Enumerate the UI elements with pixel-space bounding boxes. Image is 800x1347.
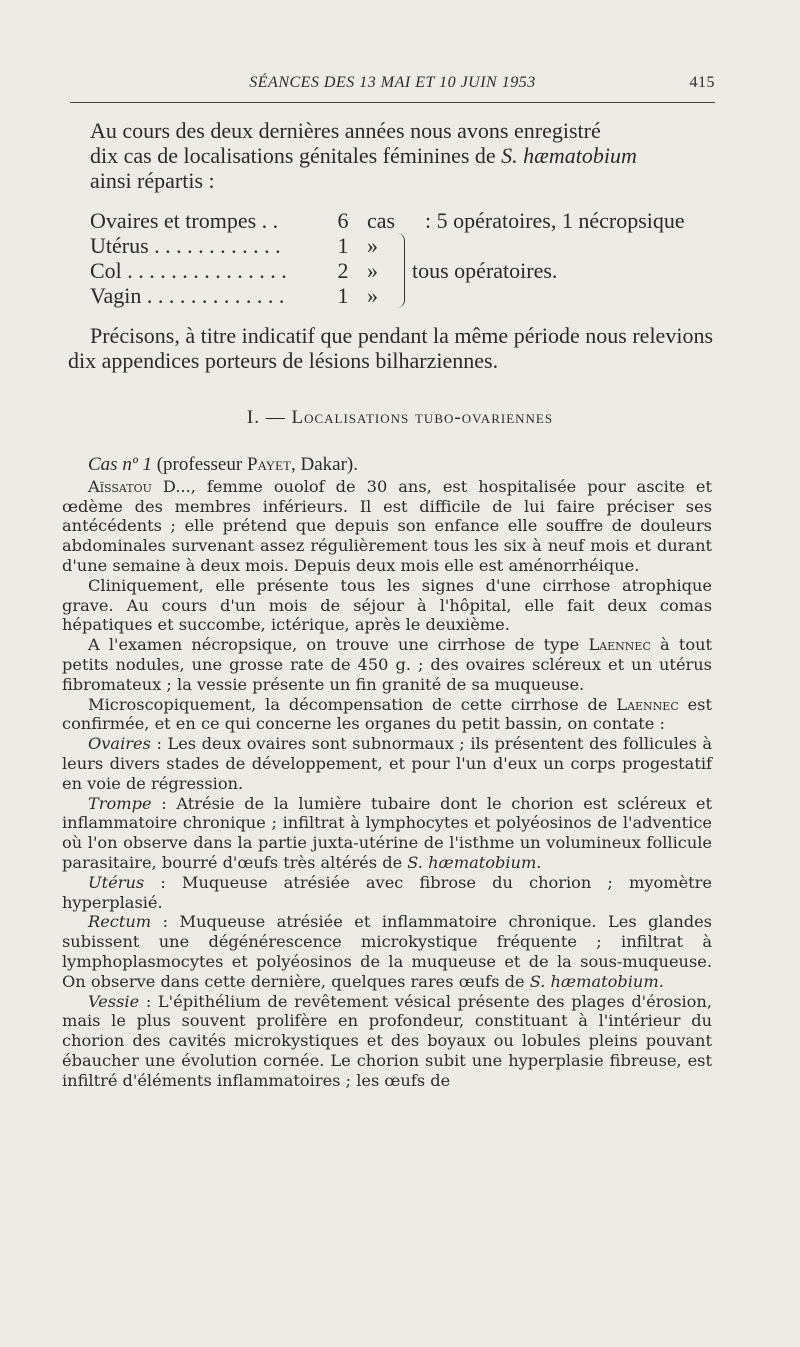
intro-paragraph — [90, 118, 715, 193]
case-report — [62, 455, 712, 1091]
intro-line-1: Au cours des deux dernières années nous avons enregistré — [90, 118, 601, 143]
paragraph-text: : L'épithélium de revêtement vésical présente des plages d'érosion, mais le plus souvent prolifère en profondeur, constituant à l'intérieur du chorion des cavités microkystiques et des boyaux ou lobules pleins pouvant ébaucher une évolution cornée. Le chorion subit une hyperplasie fibreuse, est infiltré d'éléments inflammatoires ; les œufs de — [62, 991, 712, 1090]
organ-heading: Rectum — [88, 912, 152, 932]
organ-label: Col . . . . . . . . . . . . . . . — [90, 258, 287, 283]
body-paragraph — [62, 695, 712, 735]
brace-mark — [396, 233, 405, 308]
distribution-table — [90, 208, 730, 308]
intro-text: dix cas de localisations génitales féminines de — [90, 143, 502, 168]
organ-label: Utérus . . . . . . . . . . . . — [90, 233, 281, 258]
table-row — [90, 283, 730, 308]
case-count: 1 — [337, 233, 349, 258]
body-paragraph — [62, 873, 712, 913]
paragraph-text: est confirmée, et en ce qui concerne les organes du petit bassin, on contate : — [62, 694, 712, 734]
paragraph-text: A l'examen nécropsique, on trouve une cirrhose de type — [88, 635, 589, 655]
precisons-text: Précisons, à titre indicatif que pendant la même période nous relevions dix appendices porteurs de lésions bilharziennes. — [68, 323, 713, 373]
case-count: 6 — [337, 208, 349, 233]
organ-heading: Ovaires — [88, 734, 151, 754]
organ-label: Ovaires et trompes . . — [90, 208, 279, 233]
paragraph-text: Microscopiquement, la décompensation de cette cirrhose de — [88, 694, 617, 714]
paragraph-text: : Les deux ovaires sont subnormaux ; ils présentent des follicules à leurs divers stades de développement, et pour l'un d'eux un corps progestatif en voie de régression. — [62, 734, 712, 793]
species-name: S. hæmatobium — [501, 143, 637, 168]
header-title: SÉANCES DES 13 MAI ET 10 JUIN 1953 — [249, 74, 536, 91]
body-paragraph — [62, 635, 712, 694]
case-source-end: , Dakar). — [290, 454, 358, 475]
ditto-mark: » — [367, 258, 378, 283]
body-paragraph — [62, 477, 712, 576]
intro-line-2 — [90, 143, 715, 168]
precisons-paragraph — [68, 323, 713, 373]
body-paragraph — [62, 576, 712, 635]
organ-heading: Vessie — [88, 991, 140, 1011]
body-paragraph — [62, 734, 712, 793]
case-heading — [62, 455, 712, 475]
page-number: 415 — [689, 74, 715, 91]
paragraph-text: à tout petits nodules, une grosse rate de 450 g. ; des ovaires scléreux et un utérus fibromateux ; la vessie présente un fin granité de sa muqueuse. — [62, 635, 713, 694]
ditto-mark: » — [367, 233, 378, 258]
patient-name: Aïssatou — [88, 476, 152, 496]
table-row — [90, 233, 730, 258]
case-count: 1 — [337, 283, 349, 308]
proper-name: Laennec — [616, 694, 679, 714]
proper-name: Laennec — [588, 635, 651, 655]
organ-heading: Utérus — [88, 872, 145, 892]
body-paragraph — [62, 912, 712, 991]
section-title: I. — Localisations tubo-ovariennes — [246, 407, 554, 428]
paragraph-text: : Muqueuse atrésiée et inflammatoire chronique. Les glandes subissent une dégénérescence microkystique fréquente ; infiltrat à lymphoplasmocytes et polyéosinos de la muqueuse et de la sous-muqueuse. On observe dans cette dernière, quelques rares œufs de — [62, 912, 712, 991]
table-row — [90, 208, 730, 233]
ditto-mark: » — [367, 283, 378, 308]
section-heading — [0, 407, 800, 429]
brace-note: tous opératoires. — [412, 258, 558, 283]
header-rule — [70, 102, 715, 103]
body-paragraph — [62, 992, 712, 1091]
unit-label: cas — [367, 208, 396, 233]
species-name: S. hæmatobium. — [529, 971, 664, 991]
paragraph-text: D..., femme ouolof de 30 ans, est hospitalisée pour ascite et œdème des membres inférieurs. Il est difficile de lui faire préciser ses antécédents ; elle prétend que depuis son enfance elle souffre de douleurs abdominales survenant assez régulièrement tous les six à neuf mois et durant d'une semaine à deux mois. Depuis deux mois elle est aménorrhéique. — [62, 476, 712, 575]
species-name: S. hæmatobium. — [407, 852, 542, 872]
running-header — [70, 74, 715, 100]
intro-line-3: ainsi répartis : — [90, 168, 215, 193]
case-count: 2 — [337, 258, 349, 283]
case-label: Cas nº 1 — [88, 454, 152, 475]
body-paragraph — [62, 794, 712, 873]
paragraph-text: : Atrésie de la lumière tubaire dont le chorion est scléreux et inflammatoire chronique ; infiltrat à lymphocytes et polyéosinos de l'adventice où l'on observe dans la partie juxta-utérine de l'isthme un volumineux follicule parasitaire, bourré d'œufs très altérés de — [62, 793, 712, 872]
case-source-name: Payet — [246, 454, 291, 475]
paragraph-text: Cliniquement, elle présente tous les signes d'une cirrhose atrophique grave. Au cours d'un mois de séjour à l'hôpital, elle fait deux comas hépatiques et succombe, ictérique, après le deuxième. — [62, 575, 712, 635]
organ-heading: Trompe — [88, 793, 152, 813]
table-row — [90, 258, 730, 283]
paragraph-text: : Muqueuse atrésiée avec fibrose du chorion ; myomètre hyperplasié. — [62, 872, 712, 912]
row-note: : 5 opératoires, 1 nécropsique — [425, 208, 685, 233]
case-source: (professeur — [151, 454, 247, 475]
organ-label: Vagin . . . . . . . . . . . . . — [90, 283, 285, 308]
